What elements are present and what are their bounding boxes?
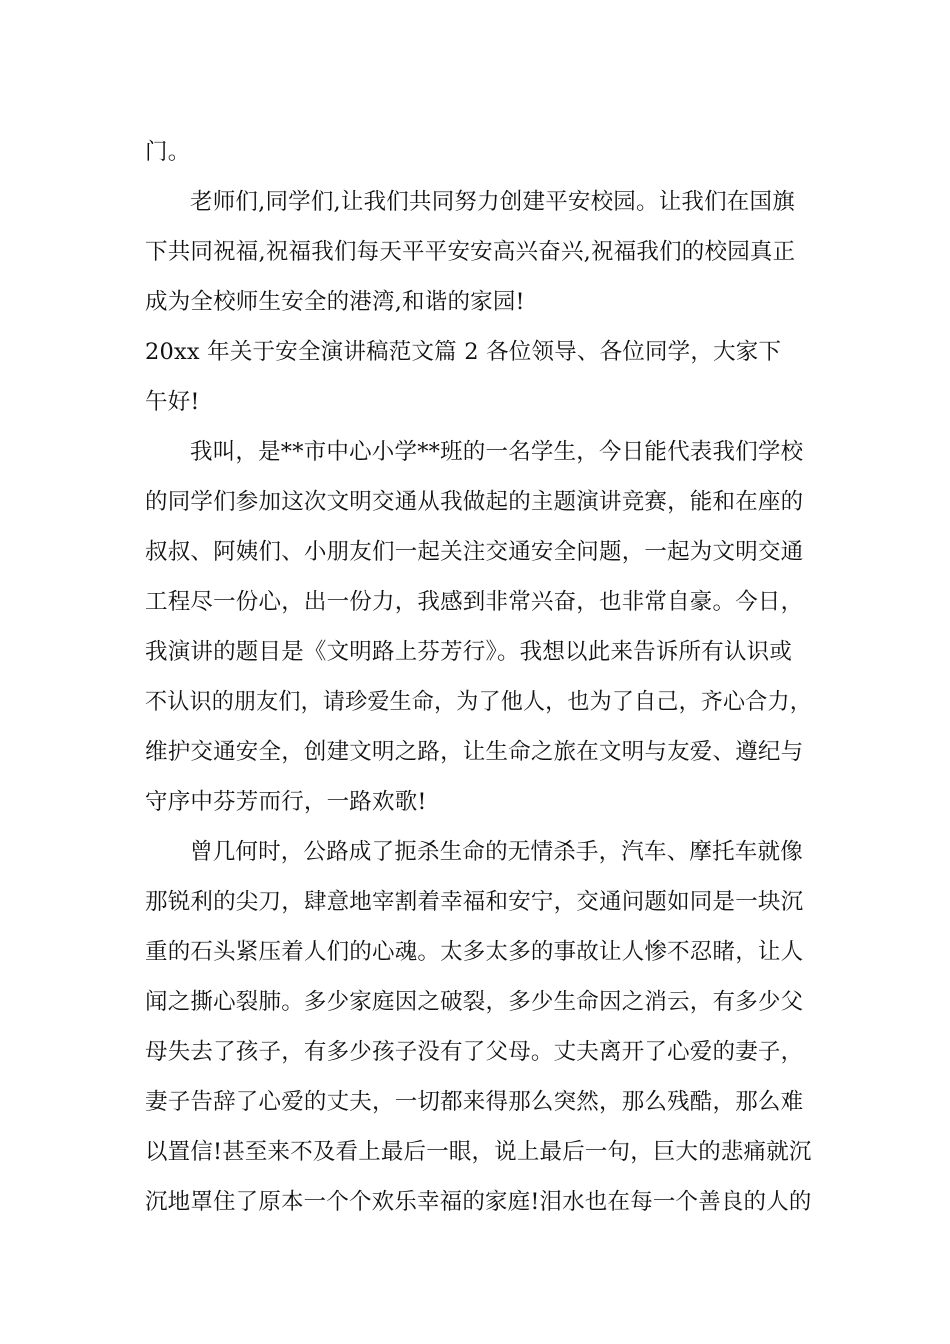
- text-line: 维护交通安全，创建文明之路，让生命之旅在文明与友爱、遵纪与: [145, 739, 804, 765]
- paragraph-start-line: 老师们,同学们,让我们共同努力创建平安校园。让我们在国旗: [190, 189, 795, 215]
- text-line: 闻之撕心裂肺。多少家庭因之破裂，多少生命因之消云，有多少父: [145, 989, 804, 1015]
- section-heading-line: 20xx 年关于安全演讲稿范文篇 2 各位领导、各位同学，大家下: [145, 339, 782, 365]
- text-line: 沉地罩住了原本一个个欢乐幸福的家庭!泪水也在每一个善良的人的: [145, 1189, 812, 1215]
- text-line: 工程尽一份心，出一份力，我感到非常兴奋，也非常自豪。今日，: [145, 589, 804, 615]
- text-line: 不认识的朋友们，请珍爱生命，为了他人，也为了自己，齐心合力，: [145, 689, 812, 715]
- text-line: 午好!: [145, 389, 200, 415]
- text-line: 下共同祝福,祝福我们每天平平安安高兴奋兴,祝福我们的校园真正: [145, 239, 796, 265]
- text-line: 那锐利的尖刀，肆意地宰割着幸福和安宁，交通问题如同是一块沉: [145, 889, 804, 915]
- text-line: 重的石头紧压着人们的心魂。太多太多的事故让人惨不忍睹，让人: [145, 939, 804, 965]
- text-line: 叔叔、阿姨们、小朋友们一起关注交通安全问题，一起为文明交通: [145, 539, 804, 565]
- text-line: 以置信!甚至来不及看上最后一眼，说上最后一句，巨大的悲痛就沉: [145, 1139, 812, 1165]
- text-line: 守序中芬芳而行，一路欢歌!: [145, 789, 427, 815]
- paragraph-start-line: 曾几何时，公路成了扼杀生命的无情杀手，汽车、摩托车就像: [190, 839, 803, 865]
- paragraph-start-line: 我叫，是**市中心小学**班的一名学生，今日能代表我们学校: [190, 439, 804, 465]
- text-line: 妻子告辞了心爱的丈夫，一切都来得那么突然，那么残酷，那么难: [145, 1089, 804, 1115]
- text-line: 母失去了孩子，有多少孩子没有了父母。丈夫离开了心爱的妻子，: [145, 1039, 804, 1065]
- text-line: 成为全校师生安全的港湾,和谐的家园!: [145, 289, 525, 315]
- text-line: 门。: [145, 139, 191, 165]
- text-line: 的同学们参加这次文明交通从我做起的主题演讲竞赛，能和在座的: [145, 489, 804, 515]
- text-line: 我演讲的题目是《文明路上芬芳行》。我想以此来告诉所有认识或: [145, 639, 793, 665]
